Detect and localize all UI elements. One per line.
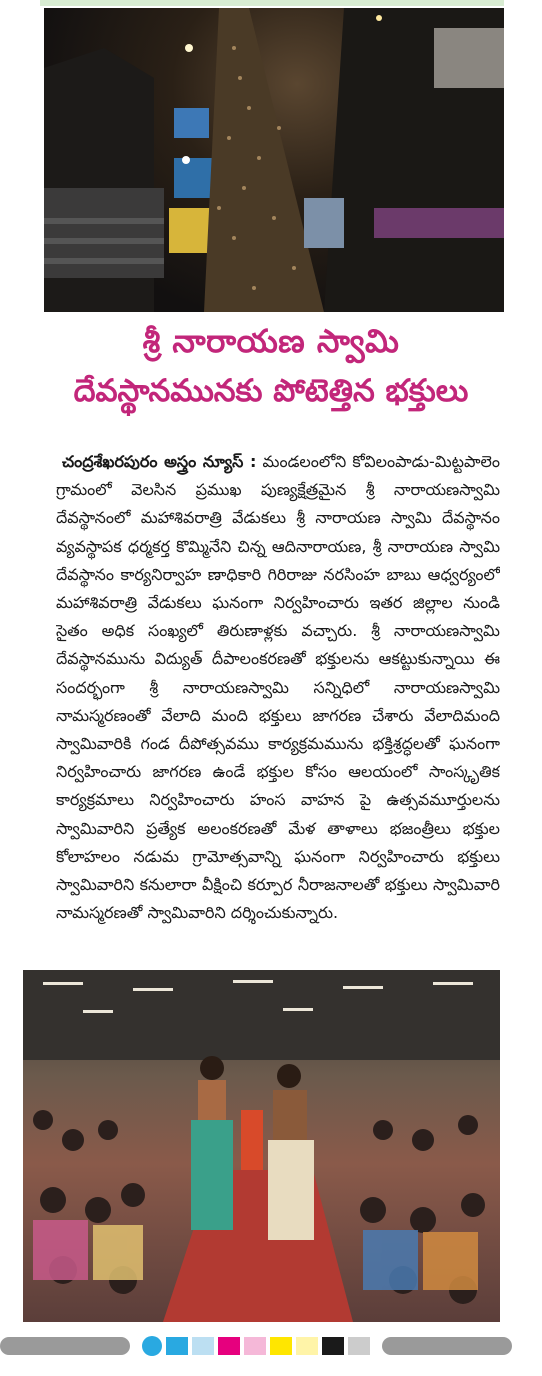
headline-line-2: దేవస్థానమునకు పోటెత్తిన భక్తులు xyxy=(73,373,469,409)
temple-devotees-photo xyxy=(23,970,500,1322)
printer-registration-bar xyxy=(0,1331,542,1361)
top-color-strip xyxy=(40,0,504,6)
article-byline: చంద్రశేఖరపురం అస్త్రం న్యూస్ : xyxy=(62,452,257,471)
headline-line-1: శ్రీ నారాయణ స్వామి xyxy=(142,322,400,360)
article-body xyxy=(56,448,500,966)
article-body-text: మండలంలోని కోవిలంపాడు-మిట్టపాలెం గ్రామంలో వెలసిన ప్రముఖ పుణ్యక్షేత్రమైన శ్రీ నారాయణస్వామి దేవస్థానంలో మహాశివరాత్రి వేడుకలు శ్రీ నారాయణ స్వామి దేవస్థానం వ్యవస్థాపక ధర్మకర్త కొమ్మినేని చిన్న ఆదినారాయణ, శ్రీ నారాయణ స్వామి దేవస్థానం కార్యనిర్వాహ ణాధికారి గిరిరాజు నరసింహ బాబు ఆధ్వర్యంలో మహాశివరాత్రి వేడుకలు ఘనంగా నిర్వహించారు ఇతర జిల్లాల నుండి సైతం అధిక సంఖ్యలో తిరుణాళ్లకు వచ్చారు. శ్రీ నారాయణస్వామి దేవస్థానమును విద్యుత్ దీపాలంకరణతో భక్తులను ఆకట్టుకున్నాయి ఈ సందర్భంగా శ్రీ నారాయణస్వామి సన్నిధిలో నారాయణస్వామి నామస్మరణంతో వేలాది మంది భక్తులు జాగరణ చేశారు వేలాదిమంది స్వామివారికి గండ దీపోత్సవము కార్యక్రమమును భక్తిశ్రద్ధలతో ఘనంగా నిర్వహించారు జాగరణ ఉండే భక్తుల కోసం ఆలయంలో సాంస్కృతిక కార్యక్రమాలు నిర్వహించారు హంస వాహన పై ఉత్సవమూర్తులను స్వామివారిని ప్రత్యేక అలంకరణతో మేళ తాళాలు భజంత్రీలు భక్తుల కోలాహలం నడుమ గ్రామోత్సవాన్ని ఘనంగా నిర్వహించారు భక్తులు స్వామివారిని కనులారా వీక్షించి కర్పూర నీరాజనాలతో భక్తులు స్వామివారి నామస్మరణతో స్వామివారిని దర్శించుకున్నారు. xyxy=(56,452,500,923)
night-festival-crowd-photo xyxy=(44,8,504,312)
